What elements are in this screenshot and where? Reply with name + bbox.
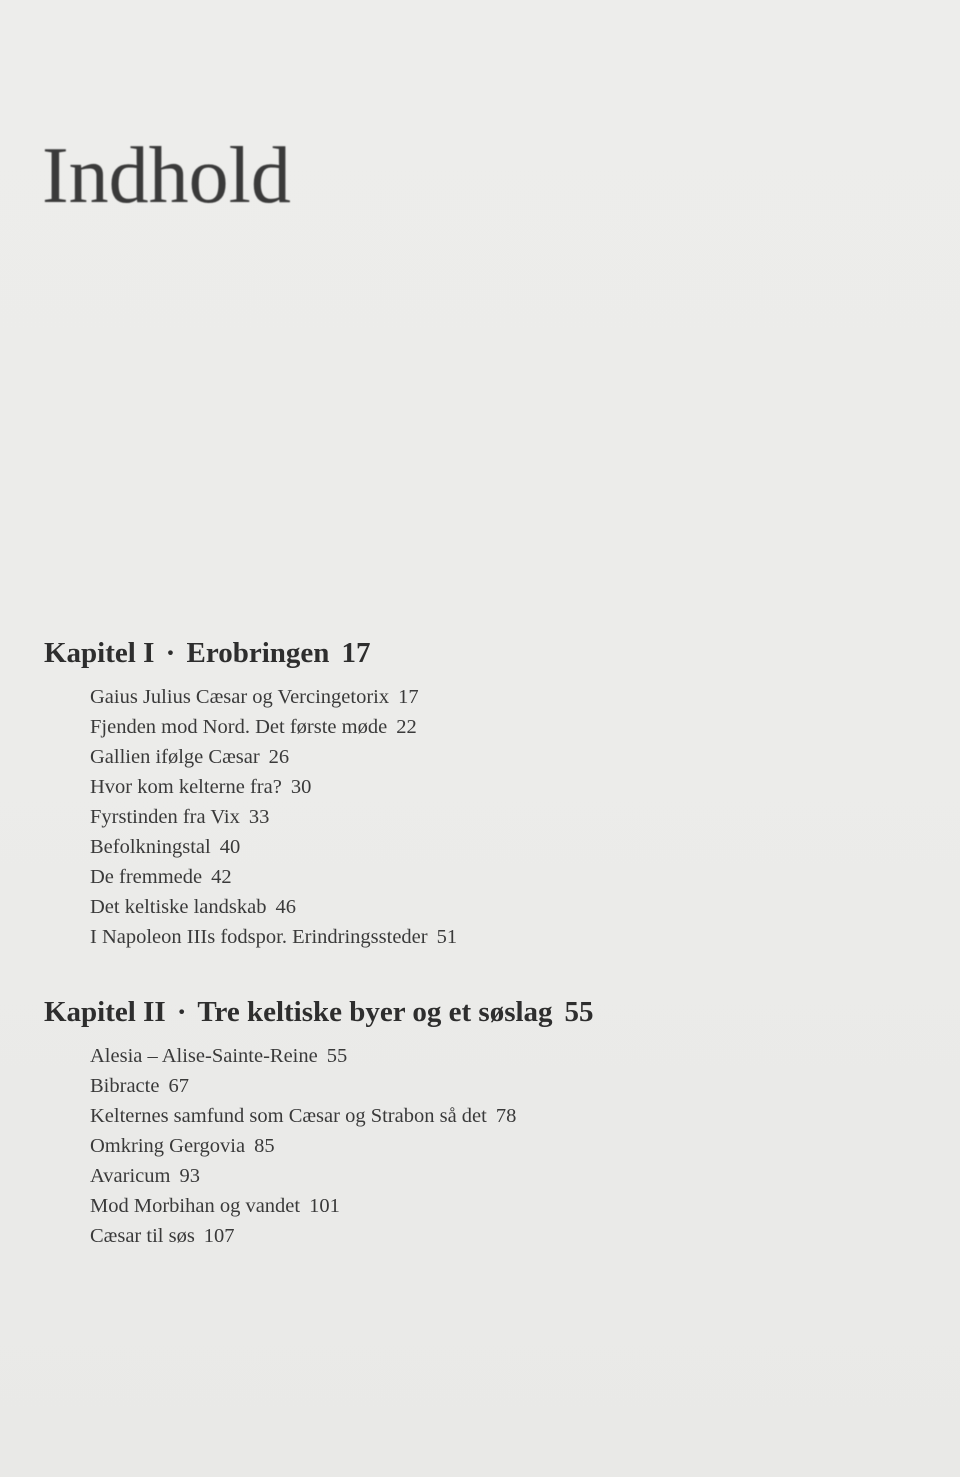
entry-page-number: 67 xyxy=(168,1075,189,1097)
entry-page-number: 55 xyxy=(326,1045,348,1067)
entry-title: Bibracte xyxy=(90,1075,160,1097)
entry-title: Gallien ifølge Cæsar xyxy=(90,746,260,768)
entry-page-number: 107 xyxy=(203,1225,235,1247)
toc-entry xyxy=(90,712,924,742)
toc-entry xyxy=(90,1161,924,1191)
entry-title: I Napoleon IIIs fodspor. Erindringssteder xyxy=(90,926,428,948)
entry-title: Befolkningstal xyxy=(90,836,211,858)
toc-entry xyxy=(90,1131,924,1161)
entry-title: Avaricum xyxy=(90,1165,171,1187)
chapter-separator: · xyxy=(176,996,187,1028)
entry-title: Cæsar til søs xyxy=(90,1225,195,1247)
toc-entry xyxy=(90,862,924,892)
entry-title: Fjenden mod Nord. Det første møde xyxy=(90,716,388,738)
chapter-heading xyxy=(44,993,924,1031)
chapter-1-entries xyxy=(44,682,924,952)
chapter-page-number: 55 xyxy=(564,996,594,1028)
entry-page-number: 22 xyxy=(396,716,417,738)
entry-title: Kelternes samfund som Cæsar og Strabon så det xyxy=(90,1105,487,1127)
toc-entry xyxy=(90,1221,924,1251)
chapter-name: Erobringen xyxy=(186,637,330,669)
chapter-2-entries xyxy=(44,1041,924,1251)
chapter-separator: · xyxy=(165,637,176,669)
entry-page-number: 93 xyxy=(179,1165,200,1187)
chapter-name: Tre keltiske byer og et søslag xyxy=(197,996,553,1028)
entry-title: Det keltiske landskab xyxy=(90,896,267,918)
entry-page-number: 46 xyxy=(275,896,296,918)
entry-title: Mod Morbihan og vandet xyxy=(90,1195,301,1217)
entry-page-number: 40 xyxy=(219,836,241,858)
toc-entry xyxy=(90,832,924,862)
chapter-1 xyxy=(44,634,924,952)
entry-page-number: 17 xyxy=(398,686,419,708)
toc-entry xyxy=(90,922,924,952)
entry-title: Gaius Julius Cæsar og Vercingetorix xyxy=(90,686,390,708)
entry-page-number: 101 xyxy=(309,1195,340,1217)
chapter-2 xyxy=(44,993,924,1251)
chapter-page-number: 17 xyxy=(341,637,371,669)
toc-entry xyxy=(90,682,924,712)
entry-page-number: 30 xyxy=(290,776,312,798)
toc-entry xyxy=(90,1191,924,1221)
entry-title: De fremmede xyxy=(90,866,203,888)
toc-entry xyxy=(90,772,924,802)
entry-title: Hvor kom kelterne fra? xyxy=(90,776,282,798)
entry-title: Alesia – Alise-Sainte-Reine xyxy=(90,1045,318,1067)
entry-page-number: 78 xyxy=(495,1105,517,1127)
entry-page-number: 85 xyxy=(254,1135,275,1157)
entry-page-number: 51 xyxy=(436,926,458,948)
entry-title: Omkring Gergovia xyxy=(90,1135,246,1157)
entry-page-number: 33 xyxy=(248,806,270,828)
chapter-heading xyxy=(44,634,924,672)
entry-page-number: 26 xyxy=(268,746,290,768)
toc-entry xyxy=(90,1101,924,1131)
chapter-label: Kapitel I xyxy=(44,637,155,669)
toc-entry xyxy=(90,802,924,832)
toc-entry xyxy=(90,1071,924,1101)
entry-page-number: 42 xyxy=(211,866,232,888)
toc-entry xyxy=(90,1041,924,1071)
toc-entry xyxy=(90,742,924,772)
toc-entry xyxy=(90,892,924,922)
page-title: Indhold xyxy=(42,131,291,220)
entry-title: Fyrstinden fra Vix xyxy=(90,806,240,828)
chapter-label: Kapitel II xyxy=(44,996,166,1028)
